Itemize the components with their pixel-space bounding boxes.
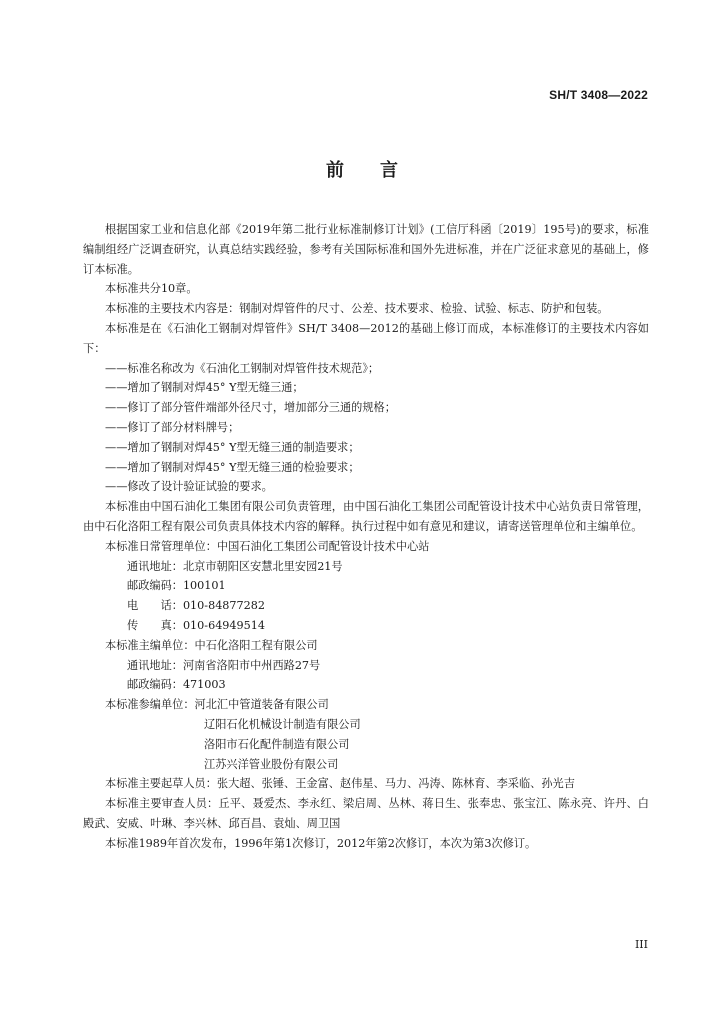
paragraph-main-content: 本标准的主要技术内容是：钢制对焊管件的尺寸、公差、技术要求、检验、试验、标志、防护和包装。 [105,302,609,316]
page-number: III [634,938,648,951]
management-fax: 传 真：010-64949514 [127,618,266,632]
change-item: ——修订了部分管件端部外径尺寸，增加部分三通的规格； [105,401,396,415]
paragraph-chapters: 本标准共分10章。 [105,282,198,296]
change-item: ——增加了钢制对焊45° Y型无缝三通的制造要求； [105,440,360,454]
reviewers: 本标准主要审查人员：丘平、聂爱杰、李永红、梁启周、丛林、蒋日生、张奉忠、张宝江、陈永亮、许丹、白殿武、安威、叶琳、李兴林、邱百昌、袁灿、周卫国 [83,797,649,830]
participant-unit: 江苏兴洋管业股份有限公司 [204,757,339,771]
management-address: 通讯地址：北京市朝阳区安慧北里安园21号 [127,559,343,573]
editor-address: 通讯地址：河南省洛阳市中州西路27号 [127,658,321,672]
editor-postcode: 邮政编码：471003 [127,678,226,692]
change-item: ——标准名称改为《石油化工钢制对焊管件技术规范》； [105,361,380,375]
change-item: ——增加了钢制对焊45° Y型无缝三通； [105,381,304,395]
paragraph-basis: 根据国家工业和信息化部《2019年第二批行业标准制修订计划》(工信厅科函〔2019〕195号)的要求，标准编制组经广泛调查研究，认真总结实践经验，参考有关国际标准和国外先进标准，并在广泛征求意见的基础上，修订本标准。 [83,223,649,276]
paragraph-management: 本标准由中国石油化工集团有限公司负责管理，由中国石油化工集团公司配管设计技术中心站负责日常管理，由中石化洛阳工程有限公司负责具体技术内容的解释。执行过程中如有意见和建议，请寄送管理单位和主编单位。 [83,500,649,533]
participant-unit: 洛阳市石化配件制造有限公司 [204,737,350,751]
standard-code: SH/T 3408—2022 [549,88,648,102]
editor-unit: 本标准主编单位：中石化洛阳工程有限公司 [105,638,318,652]
change-item: ——修订了部分材料牌号； [105,420,240,434]
management-postcode: 邮政编码：100101 [127,579,226,593]
page-title: 前言 [326,160,434,181]
drafters: 本标准主要起草人员：张大超、张锤、王金富、赵伟星、马力、冯涛、陈林育、李采临、孙光吉 [105,777,575,791]
paragraph-revision: 本标准是在《石油化工钢制对焊管件》SH/T 3408—2012的基础上修订而成，本标准修订的主要技术内容如下： [83,321,649,355]
document-body [83,220,649,854]
change-item: ——修改了设计验证试验的要求。 [105,480,273,494]
participant-unit: 本标准参编单位：河北汇中管道装备有限公司 [105,698,329,712]
management-unit: 本标准日常管理单位：中国石油化工集团公司配管设计技术中心站 [105,539,430,553]
history: 本标准1989年首次发布，1996年第1次修订，2012年第2次修订，本次为第3次修订。 [105,836,537,850]
management-phone: 电 话：010-84877282 [127,599,266,613]
change-item: ——增加了钢制对焊45° Y型无缝三通的检验要求； [105,460,360,474]
participant-unit: 辽阳石化机械设计制造有限公司 [204,717,361,731]
